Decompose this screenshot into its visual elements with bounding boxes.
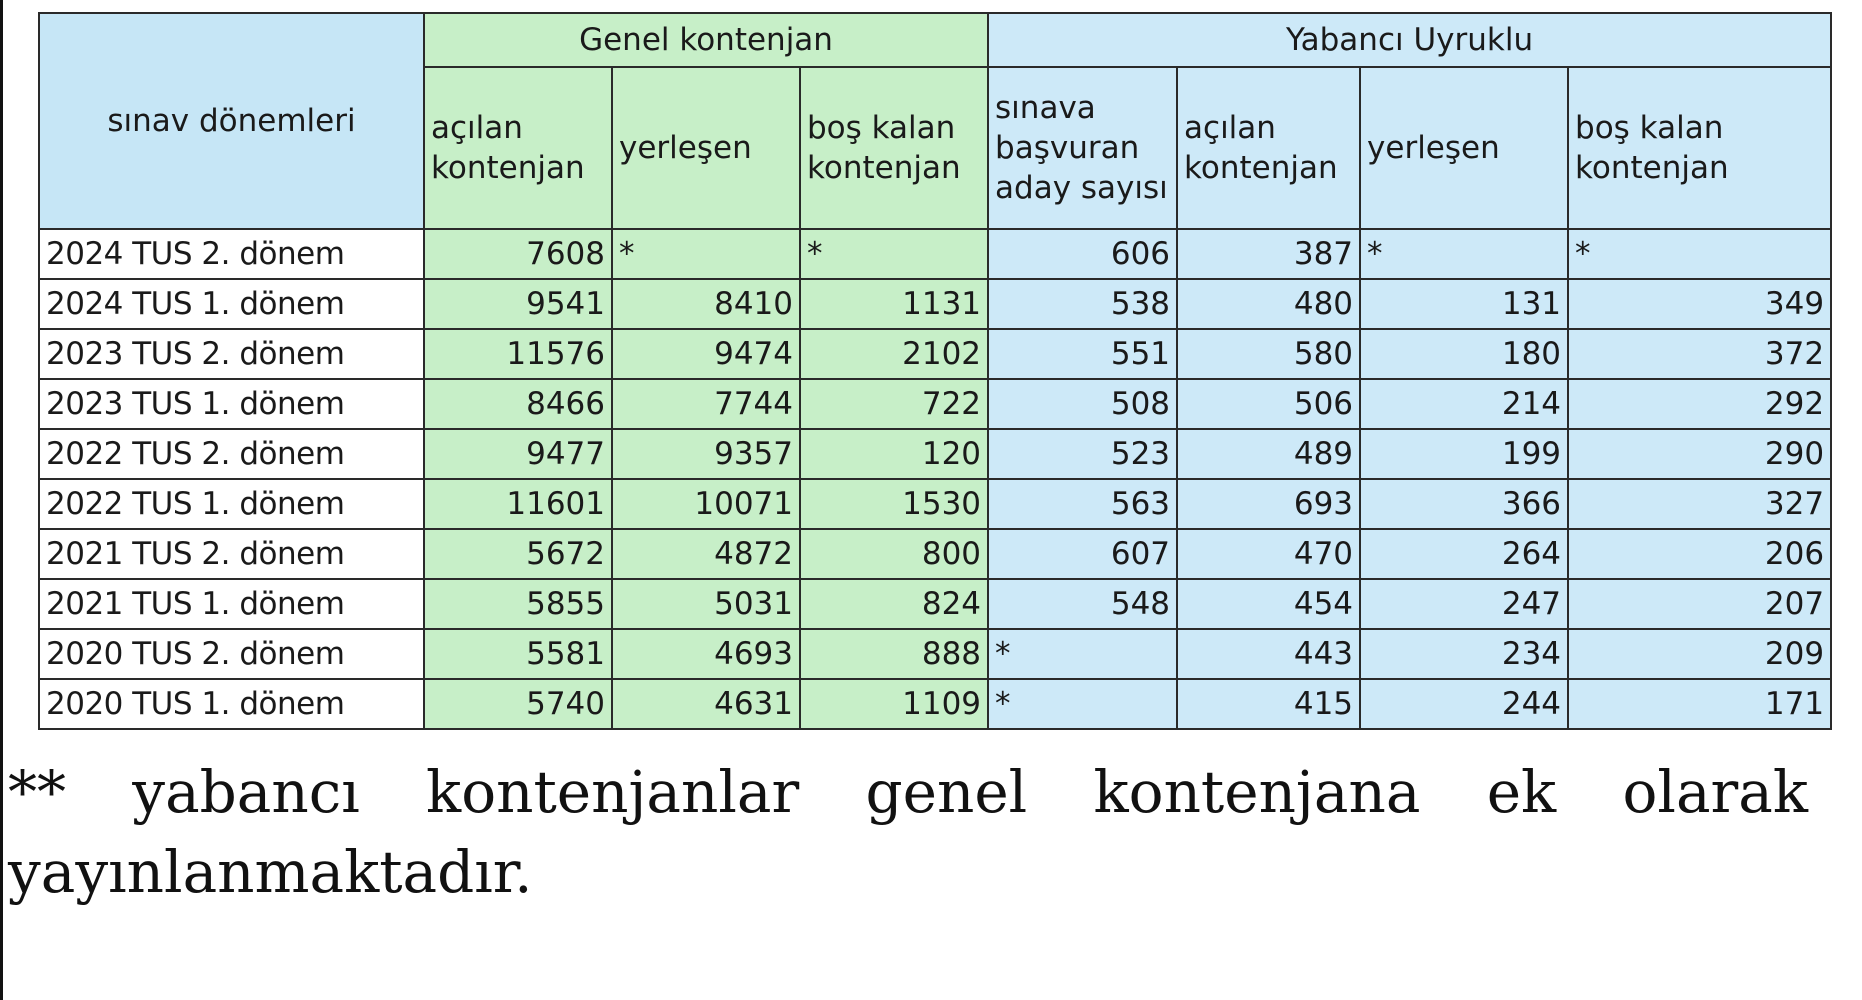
foreign-opened-cell: 693 [1177,479,1360,529]
foreign-applicants-cell: 508 [988,379,1177,429]
table-row [39,629,1831,679]
general-placed-cell: 4631 [612,679,800,729]
foreign-placed-cell: 264 [1360,529,1568,579]
general-vacant-cell: 120 [800,429,988,479]
table-row [39,279,1831,329]
general-placed-header: yerleşen [612,67,800,229]
general-vacant-cell: 1131 [800,279,988,329]
foreign-opened-cell: 489 [1177,429,1360,479]
foreign-applicants-header: sınava başvuran aday sayısı [988,67,1177,229]
table-row [39,429,1831,479]
foreign-placed-cell: 131 [1360,279,1568,329]
foreign-applicants-cell: * [988,679,1177,729]
general-opened-header: açılan kontenjan [424,67,612,229]
footnote: ** yabancı kontenjanlar genel kontenjana ek olarak yayınlanmaktadır. [8,758,1808,906]
general-opened-cell: 5855 [424,579,612,629]
general-opened-cell: 7608 [424,229,612,279]
foreign-vacant-cell: 292 [1568,379,1831,429]
foreign-placed-cell: 180 [1360,329,1568,379]
foreign-opened-cell: 470 [1177,529,1360,579]
foreign-applicants-cell: 551 [988,329,1177,379]
period-cell: 2023 TUS 1. dönem [39,379,424,429]
foreign-opened-cell: 580 [1177,329,1360,379]
foreign-vacant-cell: 349 [1568,279,1831,329]
table-body [39,229,1831,729]
quota-table-container [38,12,1830,730]
foreign-placed-cell: * [1360,229,1568,279]
general-placed-cell: 8410 [612,279,800,329]
period-cell: 2024 TUS 2. dönem [39,229,424,279]
foreign-vacant-cell: 207 [1568,579,1831,629]
table-row [39,329,1831,379]
general-opened-cell: 5581 [424,629,612,679]
table-row [39,679,1831,729]
general-placed-cell: 7744 [612,379,800,429]
foreign-placed-header: yerleşen [1360,67,1568,229]
table-row [39,529,1831,579]
general-vacant-cell: * [800,229,988,279]
foreign-placed-cell: 247 [1360,579,1568,629]
period-column-header: sınav dönemleri [39,13,424,229]
foreign-applicants-cell: 607 [988,529,1177,579]
general-vacant-cell: 888 [800,629,988,679]
period-cell: 2023 TUS 2. dönem [39,329,424,379]
general-opened-cell: 9477 [424,429,612,479]
general-opened-cell: 5740 [424,679,612,729]
general-vacant-header: boş kalan kontenjan [800,67,988,229]
table-row [39,229,1831,279]
foreign-vacant-cell: 290 [1568,429,1831,479]
general-placed-cell: 9357 [612,429,800,479]
foreign-opened-cell: 387 [1177,229,1360,279]
foreign-placed-cell: 214 [1360,379,1568,429]
page-left-border [0,0,3,1000]
general-vacant-cell: 824 [800,579,988,629]
foreign-placed-cell: 244 [1360,679,1568,729]
general-placed-cell: 9474 [612,329,800,379]
foreign-placed-cell: 366 [1360,479,1568,529]
period-cell: 2020 TUS 2. dönem [39,629,424,679]
foreign-vacant-cell: * [1568,229,1831,279]
table-row [39,479,1831,529]
foreign-vacant-cell: 206 [1568,529,1831,579]
foreign-opened-cell: 454 [1177,579,1360,629]
general-vacant-cell: 800 [800,529,988,579]
general-opened-cell: 5672 [424,529,612,579]
group-header-row [39,13,1831,67]
quota-table [38,12,1832,730]
foreign-opened-cell: 443 [1177,629,1360,679]
period-cell: 2024 TUS 1. dönem [39,279,424,329]
general-placed-cell: 4693 [612,629,800,679]
table-header [39,13,1831,229]
general-placed-cell: * [612,229,800,279]
general-opened-cell: 9541 [424,279,612,329]
general-placed-cell: 5031 [612,579,800,629]
period-cell: 2022 TUS 1. dönem [39,479,424,529]
period-cell: 2021 TUS 1. dönem [39,579,424,629]
foreign-placed-cell: 234 [1360,629,1568,679]
foreign-vacant-cell: 327 [1568,479,1831,529]
general-opened-cell: 8466 [424,379,612,429]
foreign-opened-cell: 506 [1177,379,1360,429]
general-vacant-cell: 2102 [800,329,988,379]
foreign-placed-cell: 199 [1360,429,1568,479]
foreign-applicants-cell: 548 [988,579,1177,629]
foreign-vacant-cell: 372 [1568,329,1831,379]
foreign-applicants-cell: 606 [988,229,1177,279]
foreign-quota-group-header: Yabancı Uyruklu [988,13,1831,67]
general-quota-group-header: Genel kontenjan [424,13,988,67]
period-cell: 2021 TUS 2. dönem [39,529,424,579]
foreign-applicants-cell: 523 [988,429,1177,479]
foreign-vacant-cell: 171 [1568,679,1831,729]
foreign-applicants-cell: 563 [988,479,1177,529]
period-cell: 2020 TUS 1. dönem [39,679,424,729]
table-row [39,379,1831,429]
general-opened-cell: 11576 [424,329,612,379]
foreign-opened-cell: 480 [1177,279,1360,329]
foreign-vacant-header: boş kalan kontenjan [1568,67,1831,229]
foreign-applicants-cell: 538 [988,279,1177,329]
foreign-opened-cell: 415 [1177,679,1360,729]
foreign-opened-header: açılan kontenjan [1177,67,1360,229]
general-opened-cell: 11601 [424,479,612,529]
general-vacant-cell: 1530 [800,479,988,529]
general-placed-cell: 10071 [612,479,800,529]
table-row [39,579,1831,629]
foreign-applicants-cell: * [988,629,1177,679]
general-placed-cell: 4872 [612,529,800,579]
period-cell: 2022 TUS 2. dönem [39,429,424,479]
general-vacant-cell: 1109 [800,679,988,729]
foreign-vacant-cell: 209 [1568,629,1831,679]
general-vacant-cell: 722 [800,379,988,429]
